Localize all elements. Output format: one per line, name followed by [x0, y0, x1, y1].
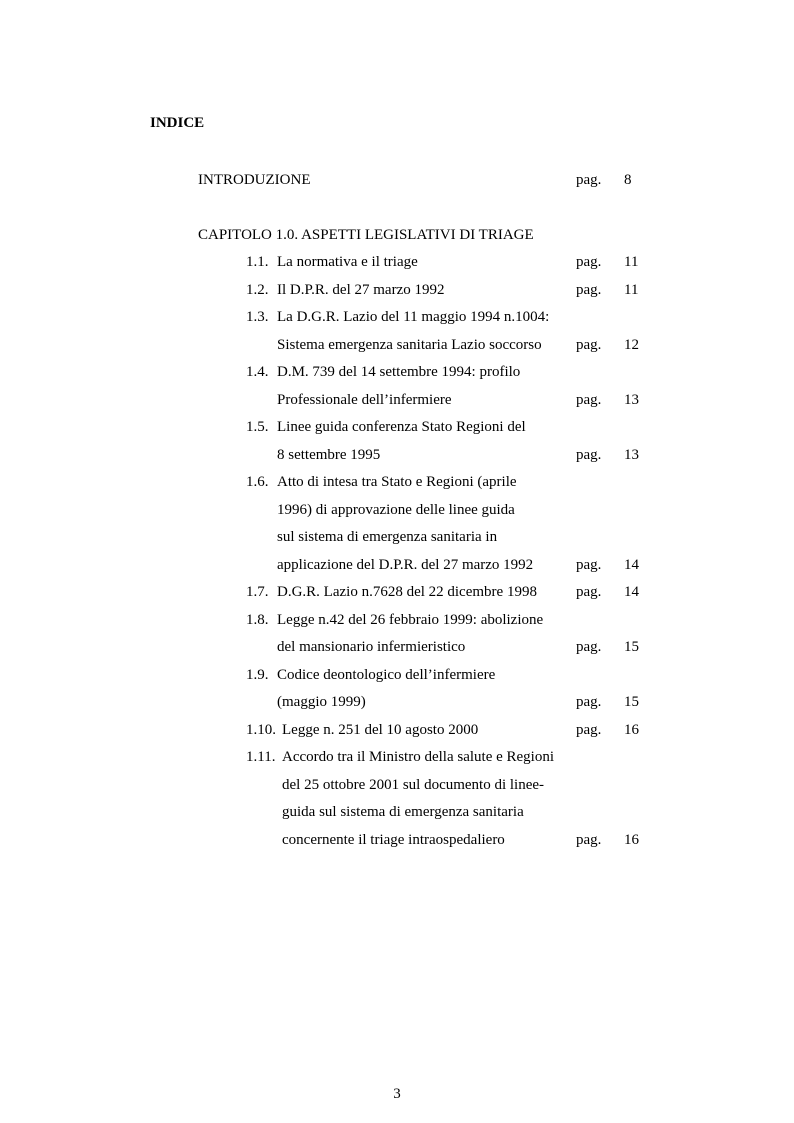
toc-entry-title-line: Sistema emergenza sanitaria Lazio soccorso: [277, 336, 542, 353]
toc-entry-pag: pag.: [576, 639, 602, 655]
toc-introduzione-title: INTRODUZIONE: [198, 172, 311, 188]
toc-entry-title-line: Legge n.42 del 26 febbraio 1999: abolizione: [277, 611, 544, 628]
toc-entry-pag: pag.: [576, 336, 602, 353]
toc-entry-number: 1.2.: [246, 281, 269, 298]
toc-entry-pag: pag.: [576, 694, 602, 710]
toc-entry-number: 1.3.: [246, 309, 269, 325]
toc-entry-title-line: La normativa e il triage: [277, 254, 418, 270]
toc-entry-page: 12: [624, 336, 639, 353]
toc-entry-title-line: Legge n. 251 del 10 agosto 2000: [282, 721, 479, 738]
toc-entry-pag: pag.: [576, 446, 602, 463]
toc-entry-title-line: concernente il triage intraospedaliero: [282, 831, 505, 848]
toc-entry-number: 1.9.: [246, 666, 269, 683]
toc-entry-title-line: La D.G.R. Lazio del 11 maggio 1994 n.1004:: [277, 309, 550, 325]
toc-entry-number: 1.5.: [246, 419, 269, 435]
toc-entry-number: 1.7.: [246, 584, 269, 600]
toc-entry-number: 1.6.: [246, 474, 269, 490]
toc-entry-title-line: sul sistema di emergenza sanitaria in: [277, 529, 498, 545]
toc-entry-page: 13: [624, 391, 639, 408]
toc-entry-number: 1.4.: [246, 364, 269, 380]
toc-entry-title-line: del 25 ottobre 2001 sul documento di linee-: [282, 776, 545, 793]
toc-entry-page: 13: [624, 446, 639, 463]
toc-entry-page: 11: [624, 254, 639, 270]
toc-entry-number: 1.8.: [246, 611, 269, 628]
toc-entry-title-line: del mansionario infermieristico: [277, 639, 466, 655]
toc-entry-title-line: D.G.R. Lazio n.7628 del 22 dicembre 1998: [277, 584, 537, 600]
toc-entry-pag: pag.: [576, 254, 602, 270]
toc-entry-page: 16: [624, 721, 639, 738]
toc-entry-number: 1.11.: [246, 749, 276, 765]
toc-entry-number: 1.1.: [246, 254, 269, 270]
toc-entry-title-line: applicazione del D.P.R. del 27 marzo 1992: [277, 556, 534, 573]
toc-introduzione-page: 8: [624, 172, 632, 188]
toc-entry-page: 14: [624, 556, 639, 573]
toc-entry-title-line: Il D.P.R. del 27 marzo 1992: [277, 281, 445, 298]
toc-entry-title-line: 1996) di approvazione delle linee guida: [277, 501, 515, 518]
toc-entry-page: 16: [624, 831, 639, 848]
toc-entry-title-line: Accordo tra il Ministro della salute e Regioni: [282, 749, 555, 765]
toc-entry-pag: pag.: [576, 831, 602, 848]
heading-indice: INDICE: [150, 115, 205, 131]
toc-entry-pag: pag.: [576, 281, 602, 298]
toc-entry-pag: pag.: [576, 391, 602, 408]
toc-entry-number: 1.10.: [246, 721, 276, 738]
toc-entry-pag: pag.: [576, 556, 602, 573]
toc-entry-title-line: 8 settembre 1995: [277, 446, 381, 463]
toc-entry-page: 14: [624, 584, 639, 600]
toc-entry-page: 15: [624, 694, 639, 710]
toc-entry-title-line: guida sul sistema di emergenza sanitaria: [282, 804, 524, 820]
toc-entry-page: 15: [624, 639, 639, 655]
toc-introduzione-pag: pag.: [576, 172, 602, 188]
toc-entry-title-line: Codice deontologico dell’infermiere: [277, 666, 496, 683]
toc-entry-title-line: D.M. 739 del 14 settembre 1994: profilo: [277, 364, 521, 380]
toc-entry-title-line: Linee guida conferenza Stato Regioni del: [277, 419, 526, 435]
toc-entry-title-line: Atto di intesa tra Stato e Regioni (aprile: [277, 474, 517, 490]
toc-entry-pag: pag.: [576, 584, 602, 600]
toc-chapter-1: CAPITOLO 1.0. ASPETTI LEGISLATIVI DI TRIAGE: [198, 227, 534, 243]
toc-entry-page: 11: [624, 281, 639, 298]
page-number: 3: [393, 1086, 401, 1102]
toc-entry-title-line: (maggio 1999): [277, 694, 366, 710]
toc-entry-pag: pag.: [576, 721, 602, 738]
toc-entry-title-line: Professionale dell’infermiere: [277, 391, 452, 408]
